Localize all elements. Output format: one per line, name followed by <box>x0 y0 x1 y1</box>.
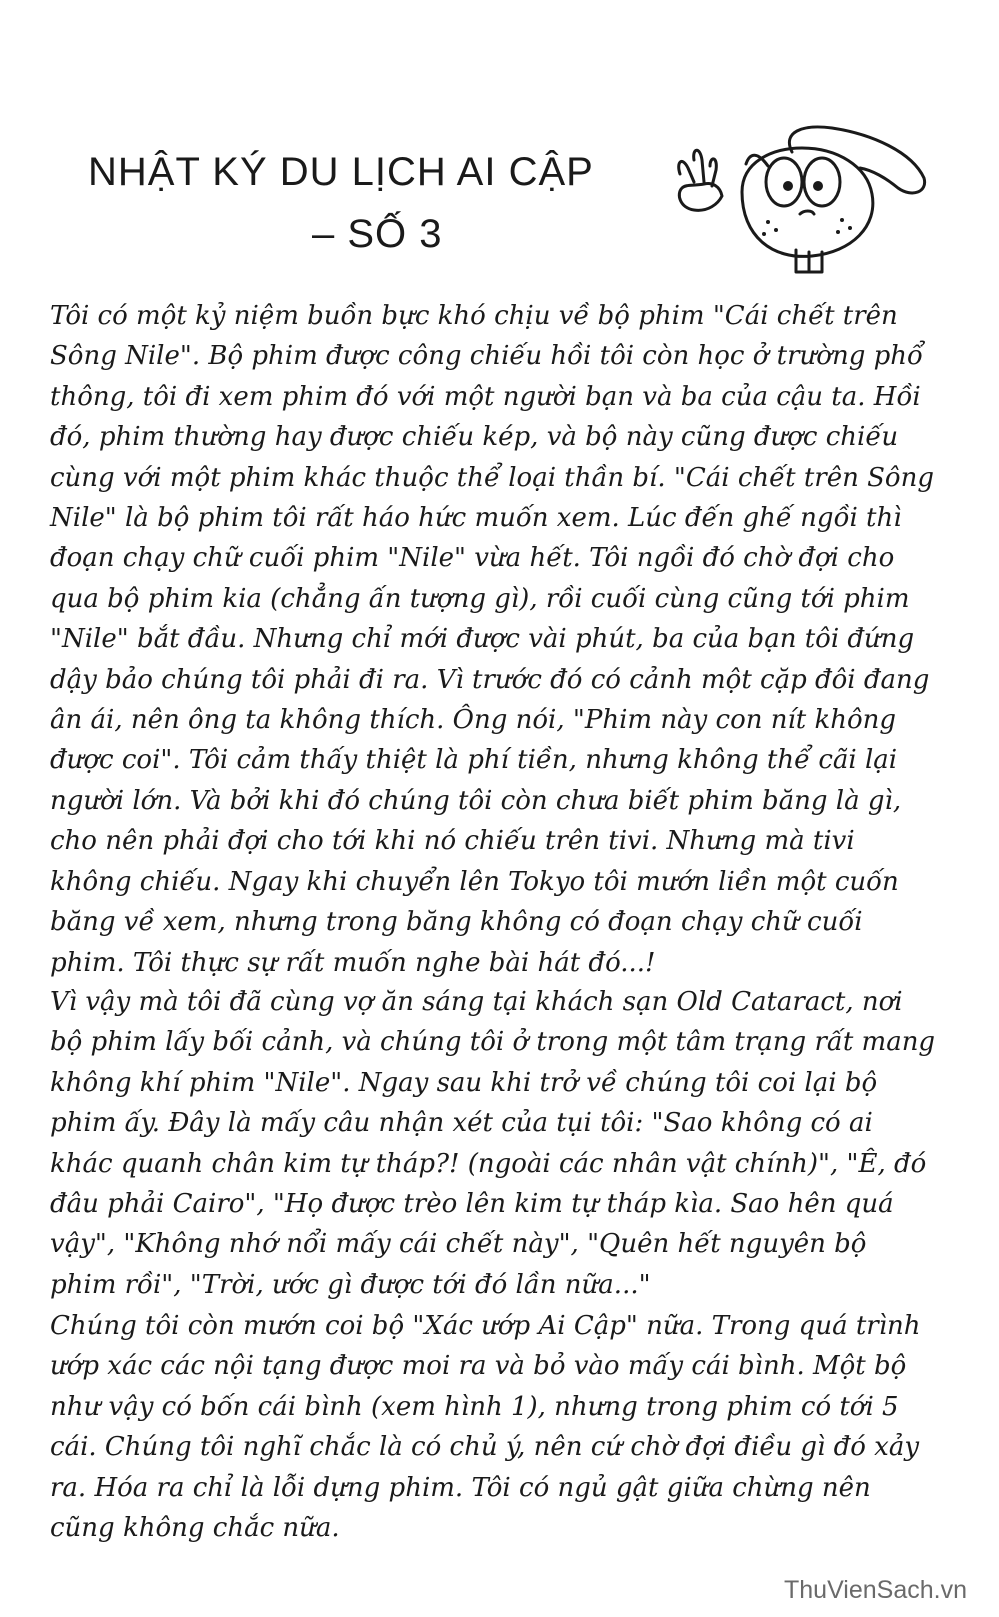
paragraph-nile-memory: Tôi có một kỷ niệm buồn bực khó chịu về bộ phim "Cái chết trên Sông Nile". Bộ phim được công chiếu hồi tôi còn học ở trường phổ thông, tôi đi xem phim đó với một người bạn và ba của cậu ta. Hồi đó, phim thường hay được chiếu kép, và bộ này cũng được chiếu cùng với một phim khác thuộc thể loại thần bí. "Cái chết trên Sông Nile" là bộ phim tôi rất háo hức muốn xem. Lúc đến ghế ngồi thì đoạn chạy chữ cuối phim "Nile" vừa hết. Tôi ngồi đó chờ đợi cho qua bộ phim kia (chẳng ấn tượng gì), rồi cuối cùng cũng tới phim "Nile" bắt đầu. Nhưng chỉ mới được vài phút, ba của bạn tôi đứng dậy bảo chúng tôi phải đi ra. Vì trước đó có cảnh một cặp đôi đang ân ái, nên ông ta không thích. Ông nói, "Phim này con nít không được coi". Tôi cảm thấy thiệt là phí tiền, nhưng không thể cãi lại người lớn. Và bởi khi đó chúng tôi còn chưa biết phim băng là gì, cho nên phải đợi cho tới khi nó chiếu trên tivi. Nhưng mà tivi không chiếu. Ngay khi chuyển lên Tokyo tôi mướn liền một cuốn băng về xem, nhưng trong băng không có đoạn chạy chữ cuối phim. Tôi thực sự rất muốn nghe bài hát đó...! <box>50 301 934 978</box>
bunny-doodle-peace-sign-icon <box>672 122 932 282</box>
paragraph-mummy-movie: Chúng tôi còn mướn coi bộ "Xác ướp Ai Cập" nữa. Trong quá trình ướp xác các nội tạng được moi ra và bỏ vào mấy cái bình. Một bộ như vậy có bốn cái bình (xem hình 1), nhưng trong phim có tới 5 cái. Chúng tôi nghĩ chắc là có chủ ý, nên cứ chờ đợi điều gì đó xảy ra. Hóa ra chỉ là lỗi dựng phim. Tôi có ngủ gật giữa chừng nên cũng không chắc nữa. <box>50 1311 921 1544</box>
page-subtitle: – SỐ 3 <box>312 212 443 256</box>
paragraph-old-cataract: Vì vậy mà tôi đã cùng vợ ăn sáng tại khách sạn Old Cataract, nơi bộ phim lấy bối cảnh, và chúng tôi ở trong một tâm trạng rất mang không khí phim "Nile". Ngay sau khi trở về chúng tôi coi lại bộ phim ấy. Đây là mấy câu nhận xét của tụi tôi: "Sao không có ai khác quanh chân kim tự tháp?! (ngoài các nhân vật chính)", "Ê, đó đâu phải Cairo", "Họ được trèo lên kim tự tháp kìa. Sao hên quá vậy", "Không nhớ nổi mấy cái chết này", "Quên hết nguyên bộ phim rồi", "Trời, ước gì được tới đó lần nữa..." <box>50 987 936 1300</box>
page-title: NHẬT KÝ DU LỊCH AI CẬP <box>88 150 594 194</box>
watermark: ThuVienSach.vn <box>784 1576 967 1604</box>
